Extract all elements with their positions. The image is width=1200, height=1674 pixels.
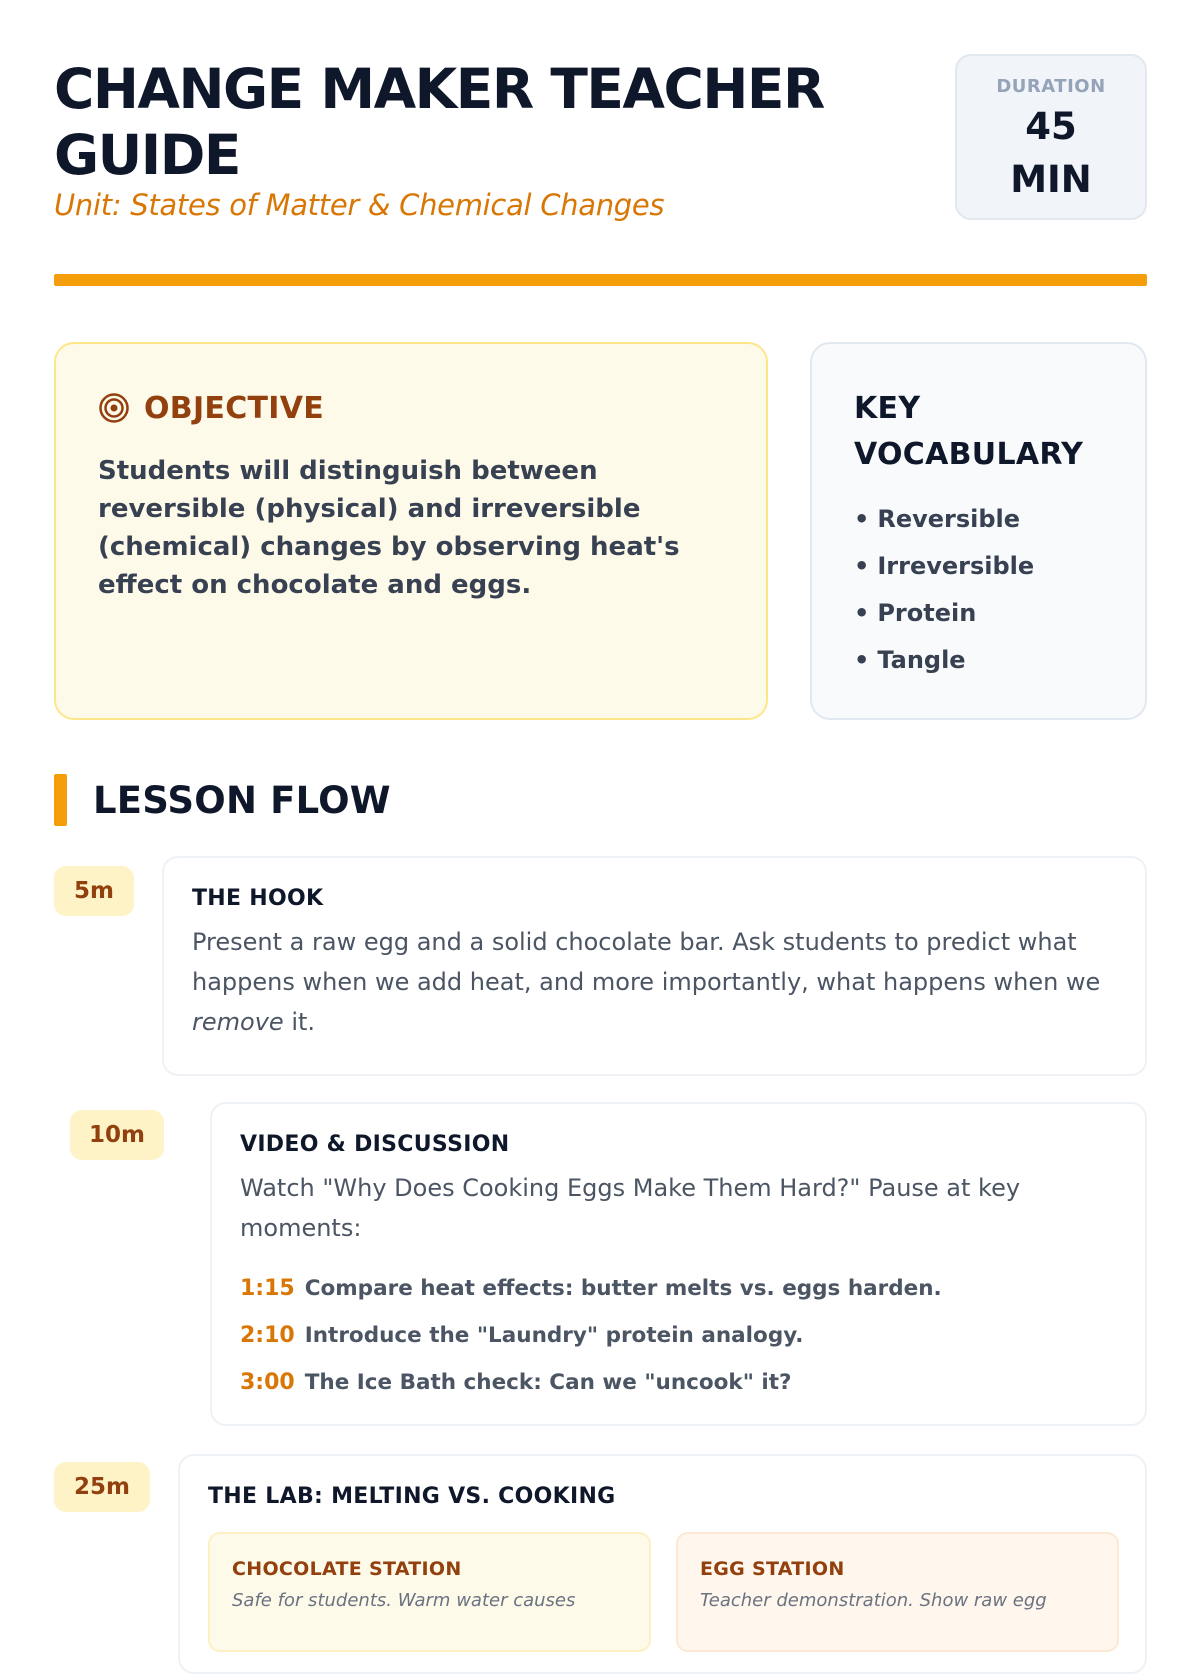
- header: [54, 52, 1147, 292]
- step-text-emphasis: remove: [192, 1008, 284, 1036]
- vocabulary-card: [810, 342, 1147, 720]
- time-badge-hook: 5m: [54, 866, 134, 916]
- timestamp: 3:00: [240, 1370, 295, 1395]
- header-divider: [54, 274, 1147, 286]
- objective-title: OBJECTIVE: [144, 390, 325, 426]
- section-accent-bar: [54, 774, 67, 826]
- duration-value: [957, 100, 1145, 206]
- step-text-main: Present a raw egg and a solid chocolate bar. Ask students to predict what happens when we add heat, and more importantly, what happens when we: [192, 928, 1101, 996]
- duration-number: 45: [1025, 105, 1077, 148]
- vocab-item: • Irreversible: [854, 549, 1034, 596]
- video-moment: [240, 1319, 942, 1366]
- vocab-item: • Reversible: [854, 502, 1034, 549]
- lesson-flow-heading: [54, 774, 391, 826]
- objective-card: [54, 342, 768, 720]
- station-title: EGG STATION: [700, 1558, 845, 1580]
- vocab-item: • Protein: [854, 596, 1034, 643]
- vocabulary-list: [854, 502, 1034, 690]
- egg-station: [676, 1532, 1119, 1652]
- step-title: THE LAB: MELTING VS. COOKING: [208, 1484, 616, 1509]
- step-text: [192, 922, 1112, 1042]
- timestamp: 2:10: [240, 1323, 295, 1348]
- time-badge-video: 10m: [70, 1110, 164, 1160]
- step-card-hook: [162, 856, 1147, 1076]
- objective-text: Students will distinguish between reversible (physical) and irreversible (chemical) changes by observing heat's effect on chocolate and eggs.: [98, 456, 680, 600]
- step-title: THE HOOK: [192, 886, 324, 911]
- step-card-lab: [178, 1454, 1147, 1674]
- video-moment: [240, 1272, 942, 1319]
- chocolate-station: [208, 1532, 651, 1652]
- station-text: Teacher demonstration. Show raw egg: [700, 1590, 1047, 1611]
- vocabulary-title: KEY VOCABULARY: [854, 391, 1084, 472]
- step-card-video: [210, 1102, 1147, 1426]
- video-moments-list: [240, 1272, 942, 1413]
- teacher-guide-page: [54, 0, 1147, 1611]
- duration-unit: MIN: [1010, 158, 1092, 201]
- station-text: Safe for students. Warm water causes: [232, 1590, 576, 1611]
- moment-text: Introduce the "Laundry" protein analogy.: [304, 1323, 804, 1348]
- moment-text: The Ice Bath check: Can we "uncook" it?: [304, 1370, 792, 1395]
- video-moment: [240, 1366, 942, 1413]
- station-title: CHOCOLATE STATION: [232, 1558, 462, 1580]
- step-text-end: it.: [291, 1008, 316, 1036]
- page-title: CHANGE MAKER TEACHER GUIDE: [54, 57, 824, 187]
- timestamp: 1:15: [240, 1276, 295, 1301]
- step-text: Watch "Why Does Cooking Eggs Make Them Hard?" Pause at key moments:: [240, 1174, 1021, 1242]
- moment-text: Compare heat effects: butter melts vs. eggs harden.: [304, 1276, 942, 1301]
- unit-subtitle: Unit: States of Matter & Chemical Changes: [54, 188, 665, 222]
- target-icon: [98, 392, 130, 424]
- duration-card: [955, 54, 1147, 220]
- lesson-flow-title: LESSON FLOW: [93, 778, 391, 822]
- duration-label: DURATION: [996, 76, 1106, 97]
- step-title: VIDEO & DISCUSSION: [240, 1132, 510, 1157]
- time-badge-lab: 25m: [54, 1462, 150, 1512]
- objective-heading: [98, 388, 324, 428]
- vocab-item: • Tangle: [854, 643, 1034, 690]
